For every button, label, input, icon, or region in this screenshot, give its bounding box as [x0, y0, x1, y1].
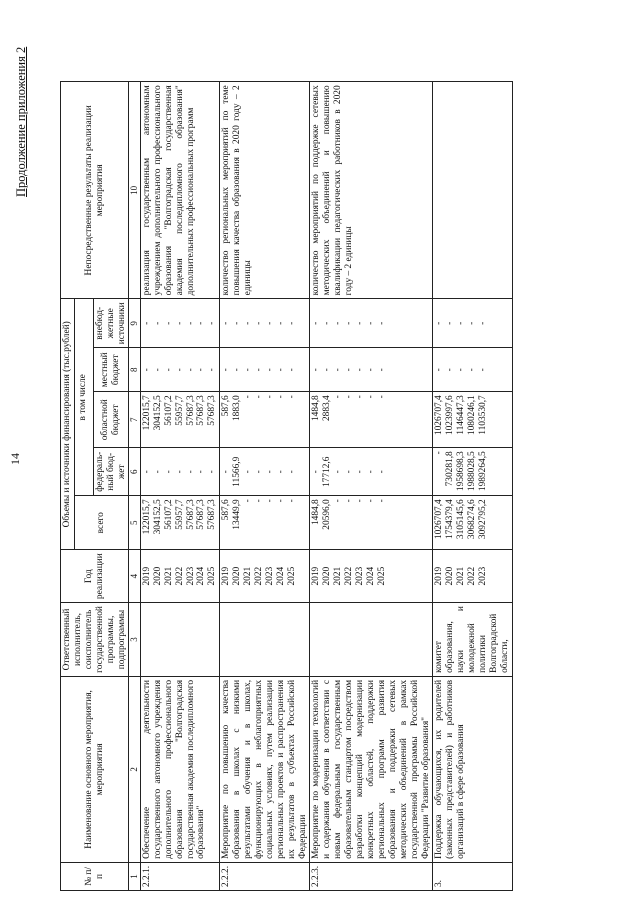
- row-num: 2.2.2.: [220, 862, 310, 890]
- row-regional: 122015,7 304152,5 56107,2 55957,7 57687,3 57687,3 57687,3: [140, 392, 219, 448]
- row-total: 587,6 13449,9 - - - - -: [220, 496, 310, 550]
- header-results: Непосредственные результаты реализации мероприятия: [61, 82, 129, 299]
- row-result: количество региональных мероприятий по теме повышения качества образования в 2020 году – 2 единицы: [220, 82, 310, 299]
- row-executor: [220, 603, 310, 677]
- column-number: 8: [129, 348, 140, 392]
- row-executor: комитет образования, науки и молодежной политики Волгоградской области,: [433, 603, 512, 677]
- column-number: 1: [129, 862, 140, 890]
- row-executor: [310, 603, 433, 677]
- row-result: [433, 82, 512, 299]
- header-name: Наименование основного мероприятия, мероприятия: [61, 676, 129, 862]
- row-local: - - - - -: [433, 348, 512, 392]
- column-number: 9: [129, 299, 140, 348]
- row-federal: - 11566,9 - - - - -: [220, 448, 310, 496]
- row-years: 2019 2020 2021 2022 2023 2024 2025: [310, 550, 433, 603]
- column-number: 7: [129, 392, 140, 448]
- row-name: Обеспечение деятельности государственного автономного учреждения дополнительного профессионального образования "Волгоградская государственная академия последипломного образования": [140, 676, 219, 862]
- row-name: Поддержка обучающихся, их родителей (законных представителей) и работников организаций в сфере образования: [433, 676, 512, 862]
- table-row: [220, 82, 310, 891]
- row-num: 2.2.1.: [140, 862, 219, 890]
- row-result: реализация государственным автономным учреждением дополнительного профессионального образования "Волгоградская государственная академия последипломного образования" дополнительных профессиональных программ: [140, 82, 219, 299]
- row-local: - - - - - - -: [140, 348, 219, 392]
- row-extra: - - - - - - -: [140, 299, 219, 348]
- table-row: [433, 82, 512, 891]
- row-federal: - 730281,8 1958698,3 1988028,5 1989264,5: [433, 448, 512, 496]
- header-year: Год реализации: [61, 550, 129, 603]
- header-local: местный бюджет: [93, 348, 129, 392]
- row-result: количество мероприятий по поддержке сетевых методических объединений и повышению квалификации педагогических работников в 2020 году – 2 единицы: [310, 82, 433, 299]
- page-number: 14: [8, 453, 22, 465]
- row-name: Мероприятие по модернизации технологий и содержания обучения в соответствии с новым федеральным государственным образовательным стандартом посредством разработки концепций модернизации конкретных областей, поддержки региональных программ развития образования и поддержки сетевых методических объединений в рамках государственной программы Российской Федерации "Развитие образования": [310, 676, 433, 862]
- row-regional: 587,6 1883,0 - - - - -: [220, 392, 310, 448]
- row-total: 1484,8 20596,0 - - - - -: [310, 496, 433, 550]
- row-regional: 1484,8 2883,4 - - - - -: [310, 392, 433, 448]
- row-name: Мероприятие по повышению качества образования в школах с низкими результатами обучения и в школах, функционирующих в неблагоприятных социальных условиях, путем реализации региональных проектов и распространения их результатов в субъектах Российской Федерации: [220, 676, 310, 862]
- row-regional: 1026707,4 1023997,6 1146447,3 1080246,1 1103530,7: [433, 392, 512, 448]
- header-regional: областной бюджет: [93, 392, 129, 448]
- row-years: 2019 2020 2021 2022 2023 2024 2025: [220, 550, 310, 603]
- header-federal: федераль-ный бюд-жет: [93, 448, 129, 496]
- column-number: 6: [129, 448, 140, 496]
- column-number: 3: [129, 603, 140, 677]
- header-including: в том числе: [74, 299, 93, 496]
- row-local: - - - - - - -: [220, 348, 310, 392]
- row-years: 2019 2020 2021 2022 2023: [433, 550, 512, 603]
- funding-table: [60, 81, 513, 891]
- column-number-row: [129, 82, 140, 891]
- column-number: 4: [129, 550, 140, 603]
- column-number: 2: [129, 676, 140, 862]
- row-total: 1026707,4 1754379,4 3105145,6 3068274,6 3092795,2: [433, 496, 512, 550]
- row-local: - - - - - - -: [310, 348, 433, 392]
- header-funding: Объемы и источники финансирования (тыс.рублей): [61, 299, 75, 550]
- row-federal: - - - - - - -: [140, 448, 219, 496]
- row-extra: - - - - - - -: [310, 299, 433, 348]
- table-row: [140, 82, 219, 891]
- header-extra: внебюд-жетные источники: [93, 299, 129, 348]
- header-num: № п/п: [61, 862, 129, 890]
- row-extra: - - - - -: [433, 299, 512, 348]
- column-number: 10: [129, 82, 140, 299]
- row-total: 122015,7 304152,5 56107,2 55957,7 57687,3 57687,3 57687,3: [140, 496, 219, 550]
- table-row: [310, 82, 433, 891]
- row-extra: - - - - - - -: [220, 299, 310, 348]
- row-federal: - 17712,6 - - - - -: [310, 448, 433, 496]
- header-executor: Ответственный исполнитель, соисполнитель государственной программы, подпрограммы: [61, 603, 129, 677]
- column-number: 5: [129, 496, 140, 550]
- row-num: 2.2.3.: [310, 862, 433, 890]
- row-executor: [140, 603, 219, 677]
- appendix-continuation-label: Продолжение приложения 2: [14, 46, 28, 197]
- header-total: всего: [74, 496, 129, 550]
- row-num: 3.: [433, 862, 512, 890]
- row-years: 2019 2020 2021 2022 2023 2024 2025: [140, 550, 219, 603]
